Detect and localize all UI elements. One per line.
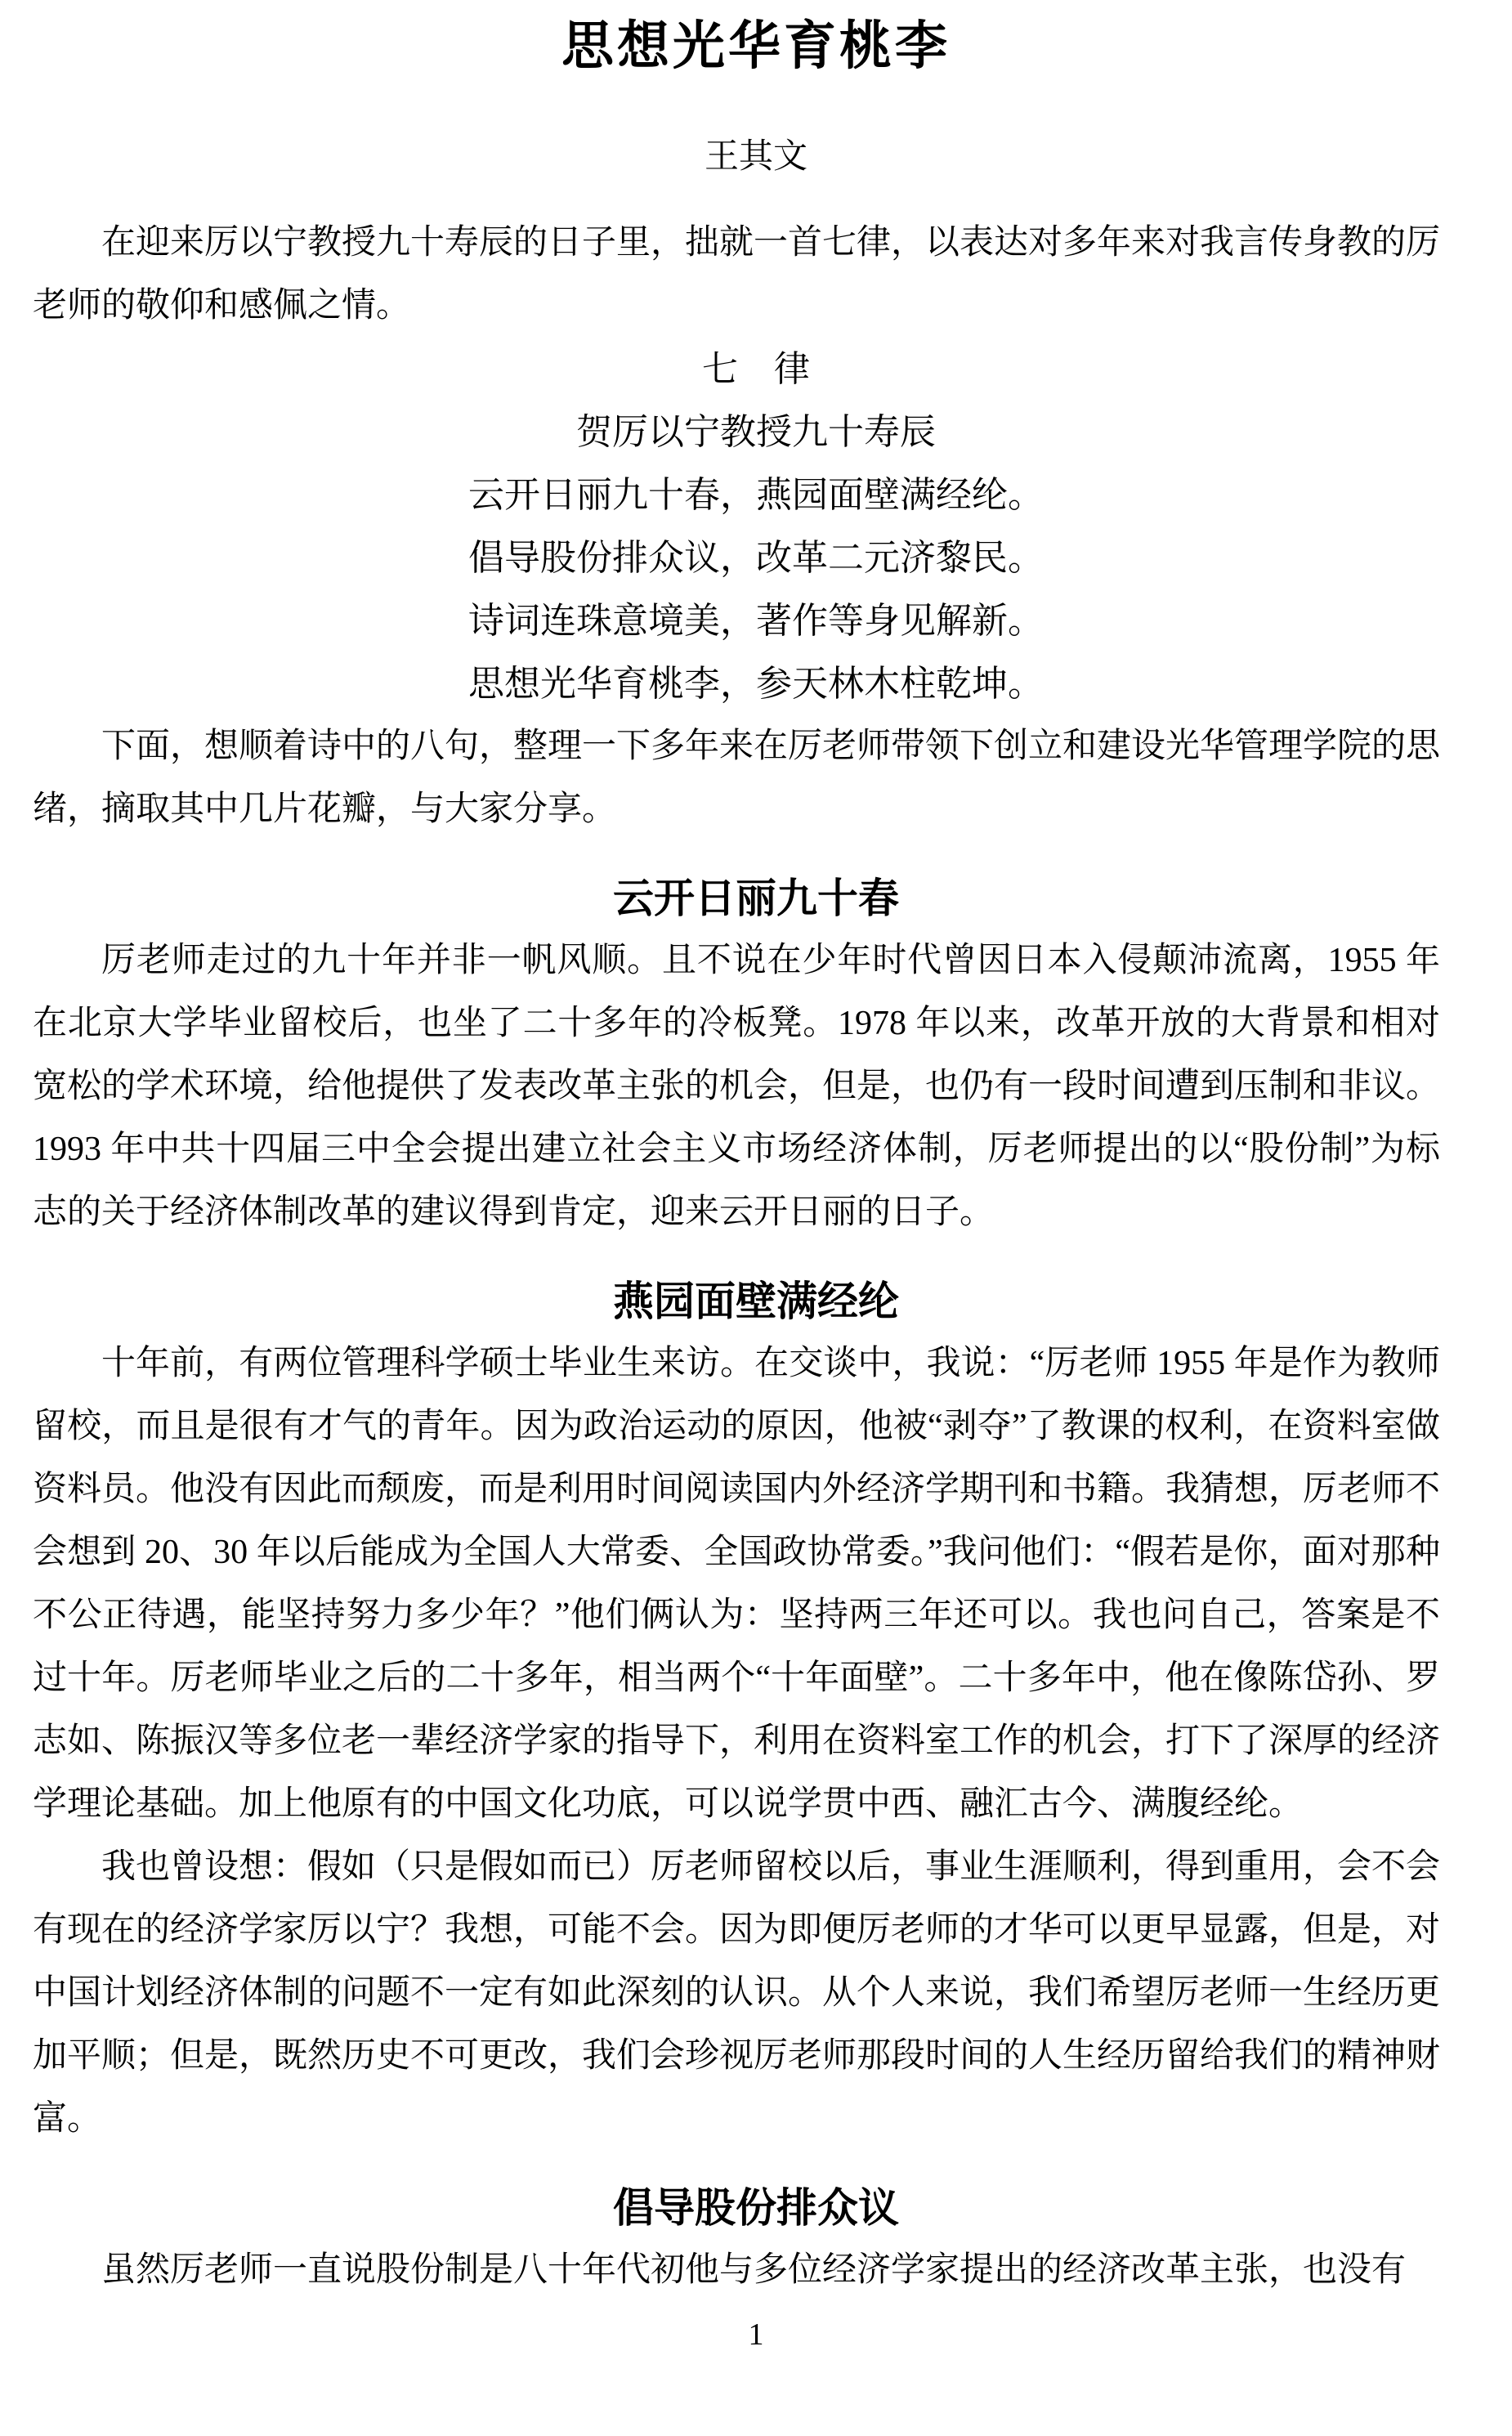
section-heading: 燕园面壁满经纶 [613,1278,899,1324]
body-paragraph: 我也曾设想：假如（只是假如而已）厉老师留校以后，事业生涯顺利，得到重用，会不会有现在的经济学家厉以宁？我想，可能不会。因为即便厉老师的才华可以更早显露，但是，对中国计划经济体制的问题不一定有如此深刻的认识。从个人来说，我们希望厉老师一生经历更加平顺；但是，既然历史不可更改，我们会珍视厉老师那段时间的人生经历留给我们的精神财富。 [33,1848,1441,2138]
body-paragraph: 厉老师走过的九十年并非一帆风顺。且不说在少年时代曾因日本入侵颠沛流离，1955 年在北京大学毕业留校后，也坐了二十多年的冷板凳。1978 年以来，改革开放的大背景和相对宽松的学术环境，给他提供了发表改革主张的机会，但是，也仍有一段时间遭到压制和非议。1993 年中共十四届三中全会提出建立社会主义市场经济体制，厉老师提出的以“股份制”为标志的关于经济体制改革的建议得到肯定，迎来云开日丽的日子。 [33,942,1441,1231]
poem-form-label: 七 律 [702,349,810,389]
section-heading: 倡导股份排众议 [613,2185,899,2231]
poem-line: 思想光华育桃李，参天林木柱乾坤。 [468,664,1044,704]
author-name: 王其文 [704,138,807,176]
poem-title: 贺厉以宁教授九十寿辰 [576,412,936,452]
intro-paragraph: 在迎来厉以宁教授九十寿辰的日子里，拙就一首七律，以表达对多年来对我言传身教的厉老师的敬仰和感佩之情。 [33,224,1441,325]
page-number: 1 [748,2317,764,2352]
section-cloud-opens [0,874,1512,1244]
document-title: 思想光华育桃李 [561,17,951,75]
body-paragraph: 十年前，有两位管理科学硕士毕业生来访。在交谈中，我说：“厉老师 1955 年是作为教师留校，而且是很有才气的青年。因为政治运动的原因，他被“剥夺”了教课的权利，在资料室做资料员。他没有因此而颓废，而是利用时间阅读国内外经济学期刊和书籍。我猜想，厉老师不会想到 20、30 年以后能成为全国人大常委、全国政协常委。”我问他们：“假若是你，面对那种不公正待遇，能坚持努力多少年？”他们俩认为：坚持两三年还可以。我也问自己，答案是不过十年。厉老师毕业之后的二十多年，相当两个“十年面壁”。二十多年中，他在像陈岱孙、罗志如、陈振汉等多位老一辈经济学家的指导下，利用在资料室工作的机会，打下了深厚的经济学理论基础。加上他原有的中国文化功底，可以说学贯中西、融汇古今、满腹经纶。 [33,1345,1441,1823]
poem-line: 倡导股份排众议，改革二元济黎民。 [468,538,1044,578]
poem-line: 诗词连珠意境美，著作等身见解新。 [468,601,1044,641]
section-shareholding [0,2183,1512,2302]
body-paragraph: 虽然厉老师一直说股份制是八十年代初他与多位经济学家提出的经济改革主张，也没有 [101,2251,1407,2289]
intro-paragraph: 下面，想顺着诗中的八句，整理一下多年来在厉老师带领下创立和建设光华管理学院的思绪，摘取其中几片花瓣，与大家分享。 [33,728,1441,828]
section-heading: 云开日丽九十春 [613,875,899,921]
section-yanyuan [0,1277,1512,2151]
poem-block [0,338,1512,715]
poem-line: 云开日丽九十春，燕园面壁满经纶。 [468,475,1044,515]
